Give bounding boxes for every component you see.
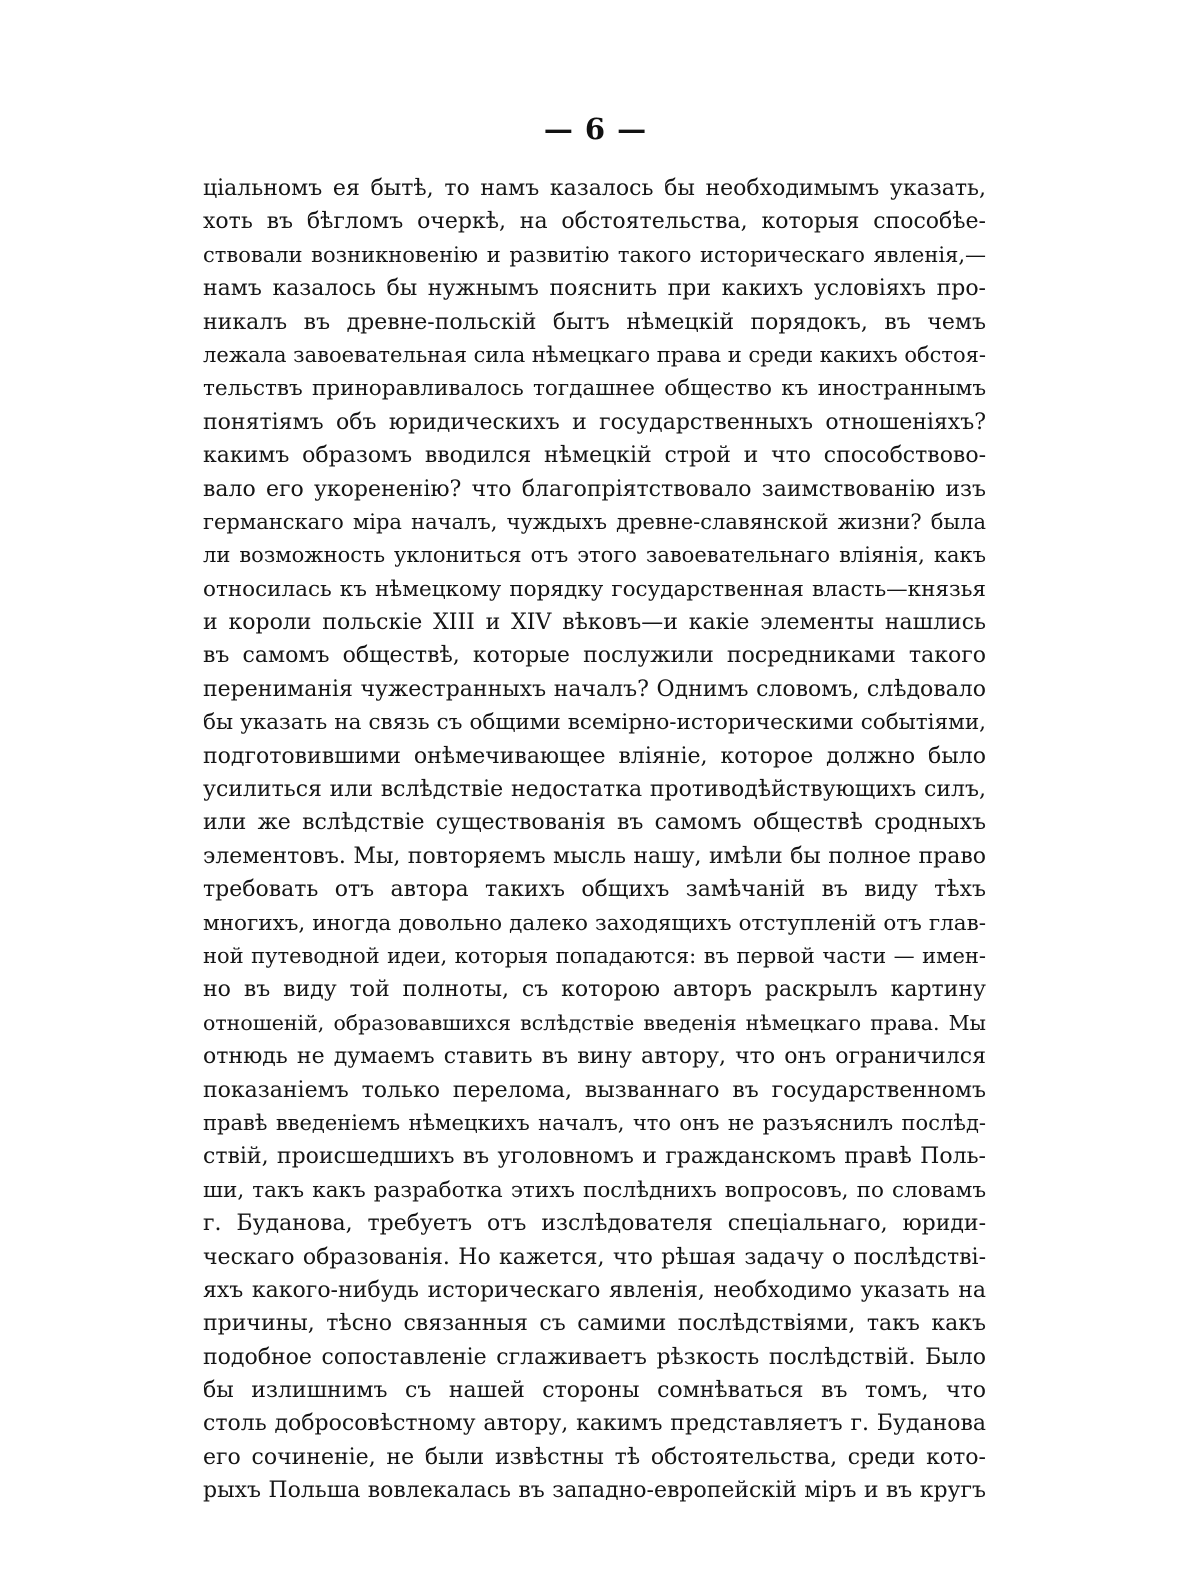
text-line: столь добросовѣстному автору, какимъ представляетъ г. Буданова — [203, 1411, 986, 1437]
text-line: г. Буданова, требуетъ отъ изслѣдователя спеціальнаго, юриди- — [203, 1211, 986, 1237]
text-line: ціальномъ ея бытѣ, то намъ казалось бы необходимымъ указать, — [203, 176, 986, 201]
text-line: яхъ какого-нибудь историческаго явленія, необходимо указать на — [203, 1277, 986, 1303]
text-line: требовать отъ автора такихъ общихъ замѣчаній въ виду тѣхъ — [203, 877, 986, 903]
text-line: но въ виду той полноты, съ которою авторъ раскрылъ картину — [203, 977, 986, 1003]
text-line: многихъ, иногда довольно далеко заходящихъ отступленій отъ глав- — [203, 910, 986, 936]
text-line: ствовали возникновенію и развитію такого историческаго явленія,— — [203, 242, 986, 267]
text-line: лежала завоевательная сила нѣмецкаго права и среди какихъ обстоя- — [203, 342, 986, 367]
text-line: ши, такъ какъ разработка этихъ послѣднихъ вопросовъ, по словамъ — [203, 1177, 986, 1203]
text-line: ли возможность уклониться отъ этого завоевательнаго вліянія, какъ — [203, 543, 986, 568]
text-line: отношеній, образовавшихся вслѣдствіе введенія нѣмецкаго права. Мы — [203, 1010, 986, 1035]
text-line: отнюдь не думаемъ ставить въ вину автору, что онъ ограничился — [203, 1044, 986, 1070]
text-line: понятіямъ объ юридическихъ и государственныхъ отношеніяхъ? — [203, 409, 986, 435]
text-line: германскаго міра началъ, чуждыхъ древне-славянской жизни? была — [203, 509, 986, 534]
text-line: тельствъ приноравливалось тогдашнее общество къ иностраннымъ — [203, 376, 986, 402]
text-line: его сочиненіе, не были извѣстны тѣ обстоятельства, среди кото- — [203, 1444, 986, 1470]
text-line: правѣ введеніемъ нѣмецкихъ началъ, что онъ не разъяснилъ послѣд- — [203, 1110, 986, 1135]
text-line: ной путеводной идеи, которыя попадаются: въ первой части — имен- — [203, 943, 986, 968]
text-line: подобное сопоставленіе сглаживаетъ рѣзкость послѣдствій. Было — [203, 1344, 986, 1370]
text-line: или же вслѣдствіе существованія въ самомъ обществѣ сродныхъ — [203, 810, 986, 836]
text-line: показаніемъ только перелома, вызваннаго въ государственномъ — [203, 1077, 986, 1103]
text-line: усилиться или вслѣдствіе недостатка противодѣйствующихъ силъ, — [203, 777, 986, 803]
text-line: подготовившими онѣмечивающее вліяніе, которое должно было — [203, 743, 986, 769]
text-line: въ самомъ обществѣ, которые послужили посредниками такого — [203, 643, 986, 669]
body-text — [203, 172, 986, 1508]
text-line: перениманія чужестранныхъ началъ? Однимъ словомъ, слѣдовало — [203, 676, 986, 702]
text-line: какимъ образомъ вводился нѣмецкій строй и что способствово- — [203, 443, 986, 469]
page-number: — 6 — — [543, 112, 648, 146]
text-line: и короли польскіе XIII и XIV вѣковъ—и какіе элементы нашлись — [203, 610, 986, 636]
text-line: хоть въ бѣгломъ очеркѣ, на обстоятельства, которыя способѣе- — [203, 209, 986, 235]
text-line: элементовъ. Мы, повторяемъ мысль нашу, имѣли бы полное право — [203, 843, 986, 869]
text-line: бы излишнимъ съ нашей стороны сомнѣваться въ томъ, что — [203, 1378, 986, 1404]
text-line: намъ казалось бы нужнымъ пояснить при какихъ условіяхъ про- — [203, 276, 986, 302]
text-line: вало его укорененію? что благопріятствовало заимствованію изъ — [203, 476, 986, 502]
text-line: никалъ въ древне-польскій бытъ нѣмецкій порядокъ, въ чемъ — [203, 309, 986, 335]
text-line: бы указать на связь съ общими всемірно-историческими событіями, — [203, 710, 986, 736]
text-line: рыхъ Польша вовлекалась въ западно-европейскій міръ и въ кругъ — [203, 1478, 986, 1504]
text-line: причины, тѣсно связанныя съ самими послѣдствіями, такъ какъ — [203, 1311, 986, 1337]
text-line: ствій, происшедшихъ въ уголовномъ и гражданскомъ правѣ Поль- — [203, 1144, 986, 1170]
text-line: относилась къ нѣмецкому порядку государственная власть—князья — [203, 576, 986, 602]
text-line: ческаго образованія. Но кажется, что рѣшая задачу о послѣдстві- — [203, 1244, 986, 1270]
